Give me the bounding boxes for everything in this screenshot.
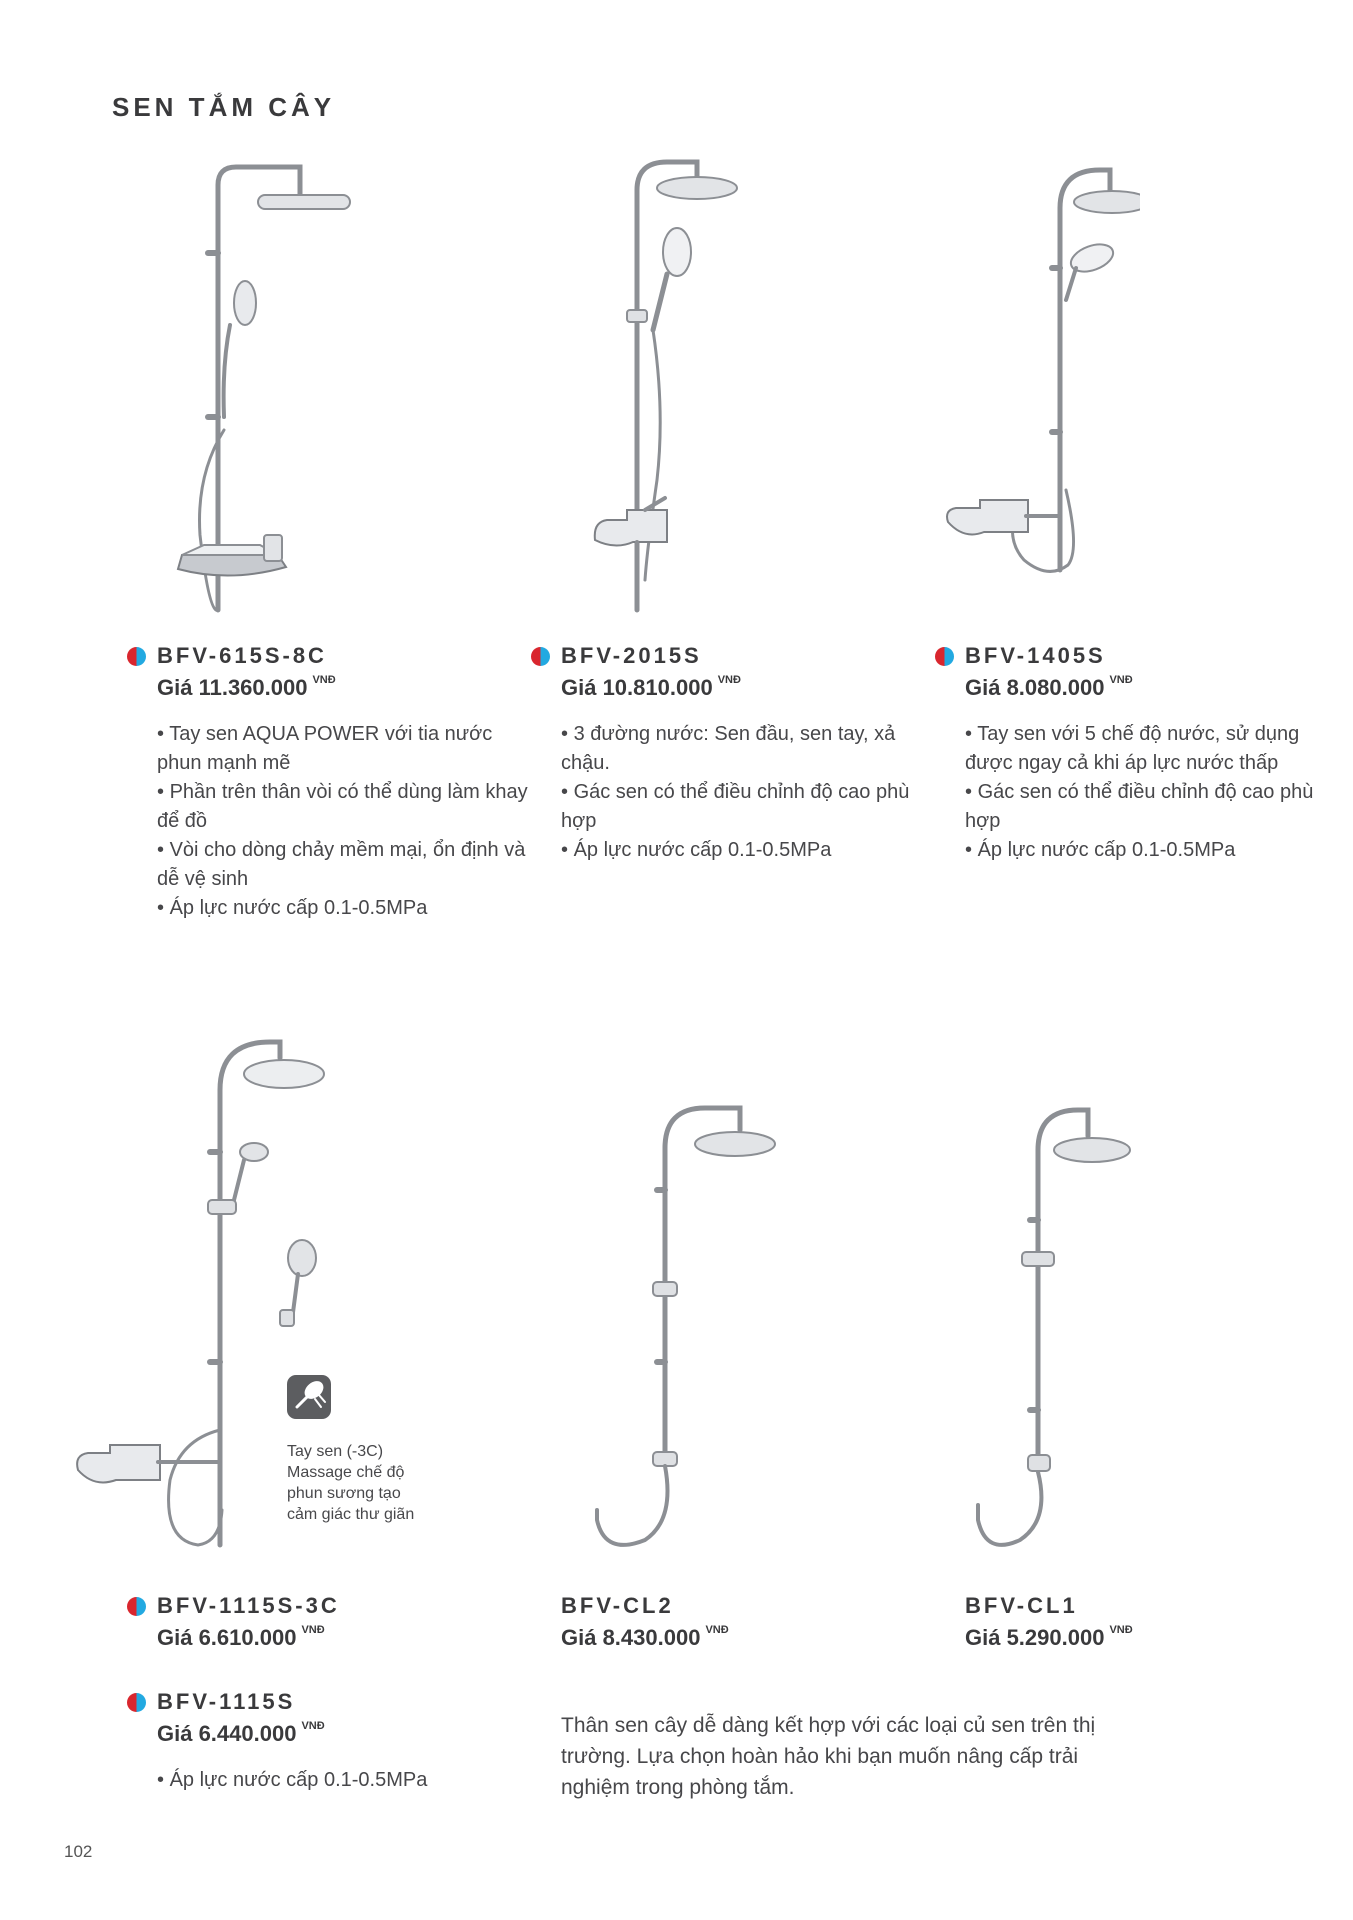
column-description: Thân sen cây dễ dàng kết hợp với các loại củ sen trên thị trường. Lựa chọn hoàn hảo khi bạn muốn nâng cấp trải nghiệm trong phòng tắm. <box>561 1714 1096 1799</box>
price-currency: VNĐ <box>301 1720 325 1732</box>
feature-item: • Tay sen AQUA POWER với tia nước phun mạnh mẽ <box>157 720 537 778</box>
product-image-bfv-615s-8c <box>160 155 360 625</box>
hot-cold-icon <box>935 647 954 666</box>
product-code: BFV-2015S <box>561 643 702 668</box>
price-value: Giá 8.430.000 <box>561 1625 701 1650</box>
product-code: BFV-CL2 <box>561 1593 674 1618</box>
product-code-row <box>965 640 1345 672</box>
product-code-row <box>157 1590 537 1622</box>
product-bfv-cl2 <box>561 1590 941 1658</box>
feature-item: • Gác sen có thể điều chỉnh độ cao phù hợp <box>561 778 941 836</box>
product-price <box>965 1624 1345 1658</box>
product-image-bfv-cl1 <box>960 1100 1140 1550</box>
product-code: BFV-1115S <box>157 1689 296 1714</box>
price-value: Giá 8.080.000 <box>965 675 1105 700</box>
product-code-row <box>157 640 537 672</box>
product-bfv-1115s <box>157 1686 537 1795</box>
spray-mode-icon <box>287 1375 331 1419</box>
hot-cold-icon <box>127 647 146 666</box>
product-code-row <box>965 1590 1345 1622</box>
price-currency: VNĐ <box>705 1624 729 1636</box>
product-price <box>965 674 1345 708</box>
feature-item: • Tay sen với 5 chế độ nước, sử dụng được ngay cả khi áp lực nước thấp <box>965 720 1345 778</box>
feature-list <box>157 720 537 923</box>
product-code: BFV-1405S <box>965 643 1106 668</box>
price-value: Giá 10.810.000 <box>561 675 713 700</box>
product-price <box>561 1624 941 1658</box>
price-value: Giá 5.290.000 <box>965 1625 1105 1650</box>
product-code-row <box>561 1590 941 1622</box>
feature-item: • Vòi cho dòng chảy mềm mại, ổn định và dễ vệ sinh <box>157 836 537 894</box>
product-price <box>561 674 941 708</box>
price-currency: VNĐ <box>301 1624 325 1636</box>
hot-cold-icon <box>127 1693 146 1712</box>
product-bfv-cl1 <box>965 1590 1345 1658</box>
feature-item: • Áp lực nước cấp 0.1-0.5MPa <box>965 836 1345 865</box>
product-code: BFV-1115S-3C <box>157 1593 340 1618</box>
product-code: BFV-CL1 <box>965 1593 1078 1618</box>
feature-item: • Áp lực nước cấp 0.1-0.5MPa <box>561 836 941 865</box>
page-number: 102 <box>64 1842 93 1861</box>
price-currency: VNĐ <box>717 674 741 686</box>
feature-item: • Áp lực nước cấp 0.1-0.5MPa <box>157 894 537 923</box>
feature-list <box>157 1766 537 1795</box>
feature-list <box>561 720 941 865</box>
product-price <box>157 1624 537 1658</box>
price-value: Giá 6.610.000 <box>157 1625 297 1650</box>
feature-list <box>965 720 1345 865</box>
product-image-bfv-2015s <box>585 150 745 620</box>
price-currency: VNĐ <box>312 674 336 686</box>
section-title: SEN TẮM CÂY <box>112 92 336 122</box>
price-value: Giá 11.360.000 <box>157 675 308 700</box>
product-image-bfv-cl2 <box>585 1100 785 1550</box>
product-bfv-1405s <box>965 640 1345 865</box>
product-image-bfv-1405s <box>940 160 1140 590</box>
handshower-note: Tay sen (-3C) Massage chế độ phun sương tạo cảm giác thư giãn <box>287 1443 415 1523</box>
product-code: BFV-615S-8C <box>157 643 327 668</box>
product-bfv-2015s <box>561 640 941 865</box>
product-bfv-1115s-3c <box>157 1590 537 1658</box>
hot-cold-icon <box>127 1597 146 1616</box>
feature-item: • Áp lực nước cấp 0.1-0.5MPa <box>157 1766 537 1795</box>
feature-item: • Gác sen có thể điều chỉnh độ cao phù hợp <box>965 778 1345 836</box>
product-bfv-615s-8c <box>157 640 537 923</box>
price-currency: VNĐ <box>1109 1624 1133 1636</box>
product-price <box>157 674 537 708</box>
feature-item: • Phần trên thân vòi có thể dùng làm khay để đồ <box>157 778 537 836</box>
price-currency: VNĐ <box>1109 674 1133 686</box>
product-price <box>157 1720 537 1754</box>
feature-item: • 3 đường nước: Sen đầu, sen tay, xả chậu. <box>561 720 941 778</box>
price-value: Giá 6.440.000 <box>157 1721 297 1746</box>
hot-cold-icon <box>531 647 550 666</box>
product-code-row <box>561 640 941 672</box>
product-code-row <box>157 1686 537 1718</box>
